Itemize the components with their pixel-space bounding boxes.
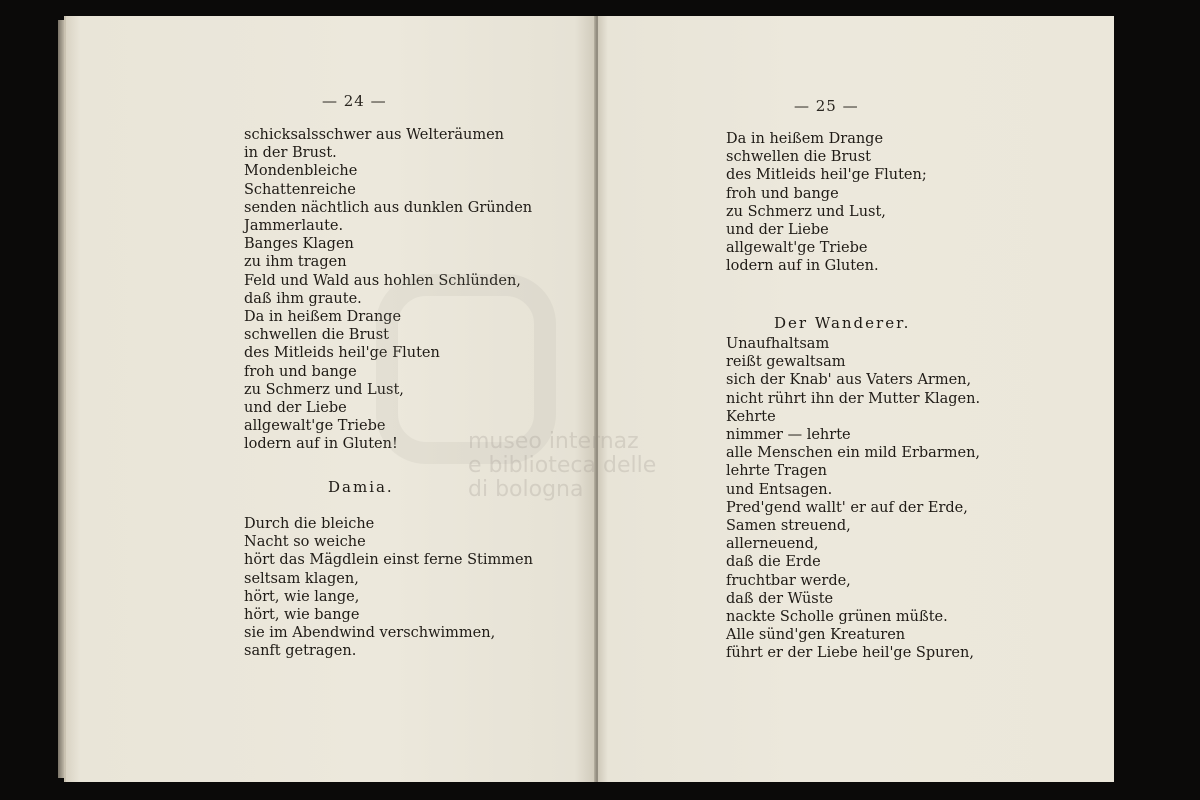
right-page xyxy=(598,16,1114,782)
poem-line: daß ihm graute. xyxy=(244,290,362,307)
poem-line: in der Brust. xyxy=(244,145,337,162)
poem-line: und der Liebe xyxy=(244,400,347,417)
watermark xyxy=(468,430,656,502)
poem-line: nimmer — lehrte xyxy=(726,427,851,444)
poem-line: des Mitleids heil'ge Fluten xyxy=(244,345,440,362)
poem-line: Pred'gend wallt' er auf der Erde, xyxy=(726,499,968,516)
poem-line: schicksalsschwer aus Welteräumen xyxy=(244,127,505,143)
poem-line: senden nächtlich aus dunklen Gründen xyxy=(244,199,533,216)
poem-line: reißt gewaltsam xyxy=(726,354,846,371)
poem-title: Der Wanderer. xyxy=(774,314,911,332)
poem-line: führt er der Liebe heil'ge Spuren, xyxy=(726,645,974,662)
poem-line: Banges Klagen xyxy=(244,236,354,253)
poem-line: zu ihm tragen xyxy=(244,254,347,271)
poem-line: daß die Erde xyxy=(726,554,821,571)
poem-line: alle Menschen ein mild Erbarmen, xyxy=(726,445,981,462)
poem-line: Nacht so weiche xyxy=(244,534,366,551)
poem-line: und Entsagen. xyxy=(726,481,833,498)
poem-line: lehrte Tragen xyxy=(726,463,827,480)
poem-line: schwellen die Brust xyxy=(244,327,389,344)
watermark-line: museo internaz xyxy=(468,429,639,454)
poem-line: Alle sünd'gen Kreaturen xyxy=(726,627,906,644)
poem-lines xyxy=(726,130,927,276)
poem-line: nicht rührt ihn der Mutter Klagen. xyxy=(726,390,981,407)
poem-line: allgewalt'ge Triebe xyxy=(244,418,386,435)
poem-line: zu Schmerz und Lust, xyxy=(726,203,886,220)
poem-line: allerneuend, xyxy=(726,536,819,553)
poem-line: lodern auf in Gluten! xyxy=(244,436,398,453)
poem-line: Schattenreiche xyxy=(244,181,356,198)
poem-line: froh und bange xyxy=(244,363,357,380)
watermark-line: e biblioteca delle xyxy=(468,453,657,478)
poem-line: froh und bange xyxy=(726,185,839,202)
poem-line: Da in heißem Drange xyxy=(244,309,402,326)
poem-lines xyxy=(726,335,980,663)
poem-line: schwellen die Brust xyxy=(726,149,871,166)
poem-line: seltsam klagen, xyxy=(244,570,359,587)
poem-line: Da in heißem Drange xyxy=(726,131,884,147)
poem-title: Damia. xyxy=(328,478,394,496)
poem-line: zu Schmerz und Lust, xyxy=(244,381,404,398)
poem-line: Kehrte xyxy=(726,408,776,425)
watermark-line: di bologna xyxy=(468,477,584,502)
poem-line: lodern auf in Gluten. xyxy=(726,258,879,275)
poem-line: Unaufhaltsam xyxy=(726,336,830,352)
page-number: — 25 — xyxy=(794,97,859,115)
poem-line: Feld und Wald aus hohlen Schlünden, xyxy=(244,272,521,289)
poem-line: Jammerlaute. xyxy=(244,218,344,235)
poem-line: des Mitleids heil'ge Fluten; xyxy=(726,167,927,184)
poem-line: nackte Scholle grünen müßte. xyxy=(726,609,948,626)
page-number: — 24 — xyxy=(322,92,387,110)
poem-line: allgewalt'ge Triebe xyxy=(726,240,868,257)
poem-line: hört das Mägdlein einst ferne Stimmen xyxy=(244,552,533,569)
poem-line: sich der Knab' aus Vaters Armen, xyxy=(726,372,972,389)
poem-line: sanft getragen. xyxy=(244,643,357,660)
poem-line: und der Liebe xyxy=(726,222,829,239)
poem-line: Durch die bleiche xyxy=(244,516,375,532)
poem-line: hört, wie bange xyxy=(244,607,360,624)
poem-line: hört, wie lange, xyxy=(244,588,360,605)
poem-line: daß der Wüste xyxy=(726,590,834,607)
open-book xyxy=(64,16,1118,782)
poem-line: sie im Abendwind verschwimmen, xyxy=(244,625,496,642)
poem-line: fruchtbar werde, xyxy=(726,572,851,589)
poem-lines xyxy=(244,515,533,661)
poem-line: Mondenbleiche xyxy=(244,163,358,180)
poem-line: Samen streuend, xyxy=(726,518,851,535)
